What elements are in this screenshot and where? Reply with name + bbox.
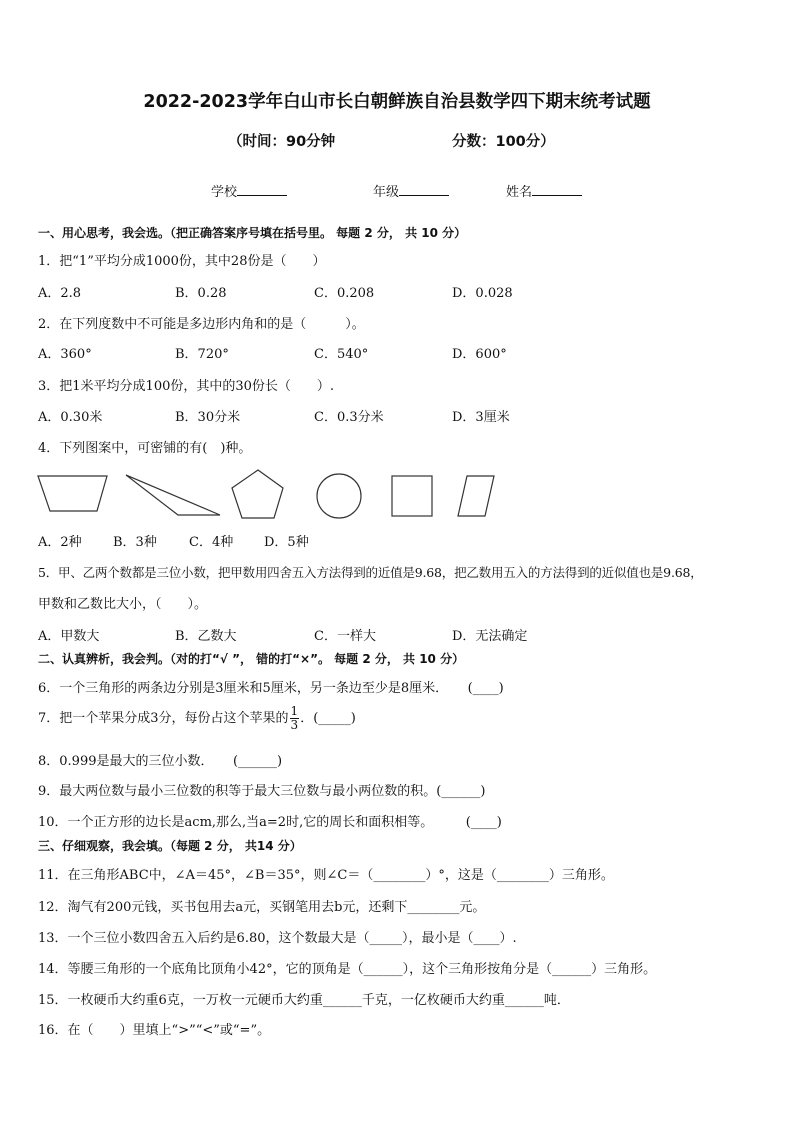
school-blank[interactable] xyxy=(237,183,287,196)
question-8: 8．0.999是最大的三位小数． (______) xyxy=(38,754,283,769)
question-12: 12．淘气有200元钱，买书包用去a元，买钢笔用去b元，还剩下________元。 xyxy=(38,900,486,915)
question-15: 15．一枚硬币大约重6克，一万枚一元硬币大约重______千克，一亿枚硬币大约重______吨． xyxy=(38,993,570,1008)
q3-option-c: C．0.3分米 xyxy=(314,410,384,425)
section-2-heading: 二、认真辨析，我会判。（对的打“√ ”， 错的打“×”。 每题 2 分， 共 10 分） xyxy=(38,652,465,666)
grade-label: 年级 xyxy=(373,185,400,200)
q1-option-c: C．0.208 xyxy=(314,286,375,301)
question-16: 16．在（ ）里填上“>”“<”或“=”。 xyxy=(38,1023,271,1038)
question-10: 10．一个正方形的边长是acm,那么,当a=2时,它的周长和面积相等。 (____) xyxy=(38,815,502,830)
question-6: 6．一个三角形的两条边分别是3厘米和5厘米，另一条边至少是8厘米． (____) xyxy=(38,681,504,696)
q7-answer-blank: ．(_____) xyxy=(300,711,356,726)
question-1: 1．把“1”平均分成1000份，其中28份是（ ） xyxy=(38,254,326,269)
q5-option-d: D．无法确定 xyxy=(452,629,528,644)
q7-text: 7．把一个苹果分成3分，每份占这个苹果的 xyxy=(38,711,289,726)
question-11: 11．在三角形ABC中，∠A＝45°，∠B＝35°，则∠C＝（________）°，这是（________）三角形。 xyxy=(38,868,614,883)
section-1-heading: 一、用心思考，我会选。（把正确答案序号填在括号里。 每题 2 分， 共 10 分） xyxy=(38,226,467,240)
trapezoid-shape xyxy=(38,476,107,511)
q4-shape-figures xyxy=(30,465,510,525)
square-shape xyxy=(392,476,432,516)
circle-shape xyxy=(317,474,361,518)
q3-option-a: A．0.30米 xyxy=(38,410,103,425)
exam-time: （时间：90分钟 xyxy=(228,134,336,150)
question-9: 9．最大两位数与最小三位数的积等于最大三位数与最小两位数的积。(______) xyxy=(38,784,486,799)
page-title: 2022-2023学年白山市长白朝鲜族自治县数学四下期末统考试题 xyxy=(143,92,651,112)
q4-option-d: D．5种 xyxy=(264,535,309,550)
question-5-line-2: 甲数和乙数比大小，（ ）。 xyxy=(38,597,208,612)
q7-fraction-denominator: 3 xyxy=(290,718,299,732)
grade-field xyxy=(373,181,449,200)
grade-blank[interactable] xyxy=(399,183,449,196)
name-blank[interactable] xyxy=(532,183,582,196)
q1-option-b: B．0.28 xyxy=(175,286,227,301)
q4-option-b: B．3种 xyxy=(113,535,157,550)
exam-score: 分数：100分） xyxy=(452,134,555,150)
parallelogram-shape xyxy=(458,476,494,516)
q2-option-c: C．540° xyxy=(314,347,369,362)
question-14: 14．等腰三角形的一个底角比顶角小42°，它的顶角是（______），这个三角形按角分是（______）三角形。 xyxy=(38,962,657,977)
q7-fraction-numerator: 1 xyxy=(290,704,299,718)
question-3: 3．把1米平均分成100份，其中的30份长（ ）. xyxy=(38,379,335,394)
pentagon-shape xyxy=(232,470,283,518)
q5-option-b: B．乙数大 xyxy=(175,629,237,644)
q4-option-c: C．4种 xyxy=(189,535,234,550)
question-4: 4．下列图案中，可密铺的有( )种。 xyxy=(38,441,252,456)
q2-option-a: A．360° xyxy=(38,347,92,362)
section-3-heading: 三、仔细观察，我会填。（每题 2 分， 共14 分） xyxy=(38,839,302,853)
q3-option-d: D．3厘米 xyxy=(452,410,510,425)
q1-option-d: D．0.028 xyxy=(452,286,513,301)
question-7 xyxy=(38,705,356,732)
q5-option-a: A．甲数大 xyxy=(38,629,100,644)
q2-option-d: D．600° xyxy=(452,347,507,362)
question-5-line-1: 5．甲、乙两个数都是三位小数，把甲数用四舍五入方法得到的近值是9.68，把乙数用五入的方法得到的近似值也是9.68， xyxy=(38,565,703,580)
q3-option-b: B．30分米 xyxy=(175,410,241,425)
question-13: 13．一个三位小数四舍五入后约是6.80，这个数最大是（_____），最小是（____）. xyxy=(38,931,517,946)
question-2: 2．在下列度数中不可能是多边形内角和的是（ ）。 xyxy=(38,317,365,332)
q5-option-c: C．一样大 xyxy=(314,629,376,644)
school-label: 学校 xyxy=(211,185,238,200)
name-label: 姓名 xyxy=(506,185,533,200)
q1-option-a: A．2.8 xyxy=(38,286,82,301)
triangle-shape xyxy=(126,475,220,515)
school-field xyxy=(211,181,287,200)
q4-option-a: A．2种 xyxy=(38,535,82,550)
name-field xyxy=(506,181,582,200)
q7-fraction xyxy=(290,705,300,732)
q2-option-b: B．720° xyxy=(175,347,229,362)
